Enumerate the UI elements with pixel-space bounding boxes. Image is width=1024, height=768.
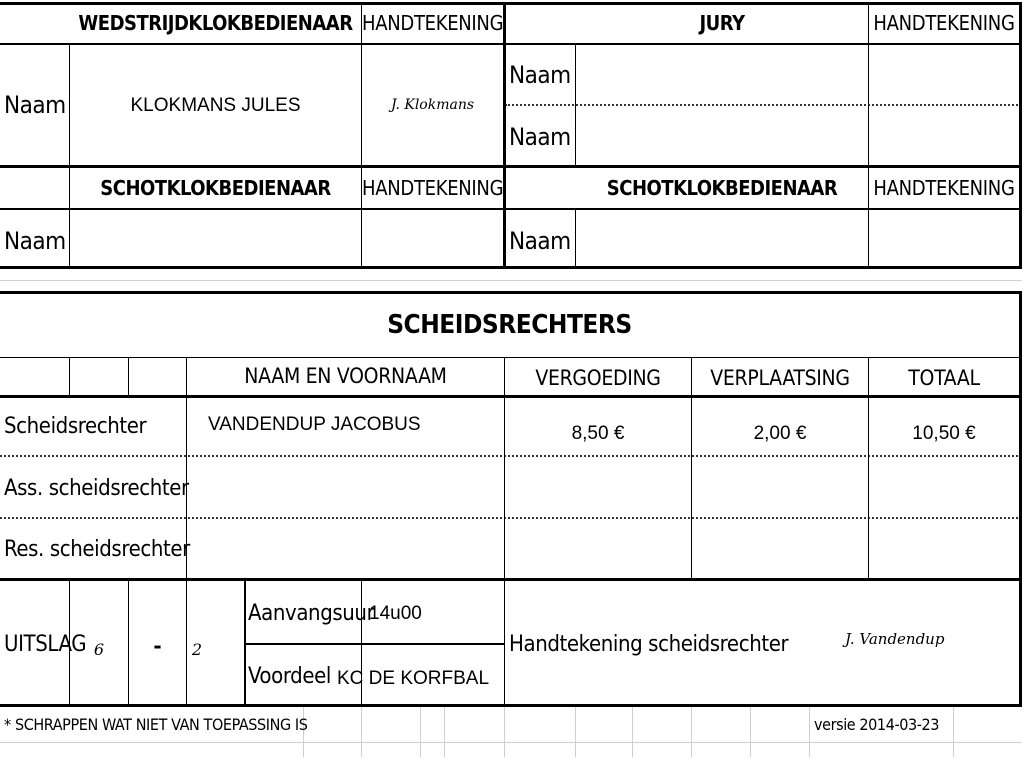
- timekeeper-name-field[interactable]: KLOKMANS JULES: [130, 95, 301, 116]
- advantage-field[interactable]: KC DE KORFBAL: [337, 668, 490, 689]
- shotclock-header: SCHOTKLOKBEDIENAAR: [606, 176, 838, 200]
- jury-name-field[interactable]: [577, 45, 867, 103]
- referee-role-label: Ass. scheidsrechter: [4, 476, 189, 501]
- shotclock-name-label: Naam: [4, 227, 66, 255]
- column-header-fee: VERGOEDING: [535, 366, 661, 390]
- column-header-total: TOTAAL: [908, 366, 980, 390]
- jury-name-label: Naam: [509, 123, 571, 151]
- referee-total-field[interactable]: 10,50 €: [912, 423, 976, 444]
- referee-signature-label: Handtekening scheidsrechter: [509, 632, 789, 657]
- shotclock-name-field[interactable]: [71, 211, 360, 265]
- referee-role-label: Scheidsrechter: [4, 414, 147, 439]
- signature-header: HANDTEKENING: [873, 11, 1015, 35]
- shotclock-name-field[interactable]: [577, 211, 867, 265]
- shotclock-signature-field[interactable]: [363, 211, 502, 265]
- advantage-label: Voordeel: [248, 664, 332, 689]
- name-label: Naam: [4, 91, 66, 119]
- jury-name-field[interactable]: [577, 107, 867, 164]
- home-score[interactable]: 6: [93, 640, 105, 659]
- shotclock-header: SCHOTKLOKBEDIENAAR: [100, 176, 331, 200]
- referee-travel-field[interactable]: [693, 459, 867, 515]
- column-header-travel: VERPLAATSING: [710, 366, 850, 390]
- away-score[interactable]: 2: [191, 640, 203, 659]
- signature-header: HANDTEKENING: [362, 11, 504, 35]
- version-label: versie 2014-03-23: [814, 715, 940, 734]
- column-header-name: NAAM EN VOORNAAM: [244, 364, 447, 388]
- result-label: UITSLAG: [4, 632, 87, 657]
- referee-name-field[interactable]: [188, 459, 503, 515]
- referee-signature[interactable]: J. Vandendup: [845, 630, 945, 648]
- timekeeper-header: WEDSTRIJDKLOKBEDIENAAR: [78, 11, 353, 35]
- referee-name-field[interactable]: [188, 521, 503, 576]
- signature-header: HANDTEKENING: [873, 176, 1015, 200]
- referee-total-field[interactable]: [870, 521, 1018, 576]
- jury-header: JURY: [699, 11, 745, 35]
- referee-fee-field[interactable]: [506, 459, 690, 515]
- referee-travel-field[interactable]: [693, 521, 867, 576]
- signature-header: HANDTEKENING: [362, 176, 504, 200]
- jury-name-label: Naam: [509, 61, 571, 89]
- referee-travel-field[interactable]: 2,00 €: [753, 423, 807, 444]
- start-time-field[interactable]: 14u00: [369, 603, 422, 624]
- start-time-label: Aanvangsuur: [248, 601, 375, 626]
- referee-role-label: Res. scheidsrechter: [4, 537, 190, 562]
- jury-signature-field[interactable]: [870, 107, 1018, 164]
- referee-total-field[interactable]: [870, 459, 1018, 515]
- jury-signature-field[interactable]: [870, 45, 1018, 103]
- referee-name-field[interactable]: VANDENDUP JACOBUS: [208, 414, 421, 435]
- timekeeper-signature: J. Klokmans: [390, 97, 475, 113]
- referee-fee-field[interactable]: [506, 521, 690, 576]
- shotclock-name-label: Naam: [509, 227, 571, 255]
- footer-note: * SCHRAPPEN WAT NIET VAN TOEPASSING IS: [4, 715, 308, 734]
- referee-fee-field[interactable]: 8,50 €: [571, 423, 625, 444]
- shotclock-signature-field[interactable]: [870, 211, 1018, 265]
- referees-title: SCHEIDSRECHTERS: [387, 310, 632, 340]
- score-separator: -: [153, 634, 162, 658]
